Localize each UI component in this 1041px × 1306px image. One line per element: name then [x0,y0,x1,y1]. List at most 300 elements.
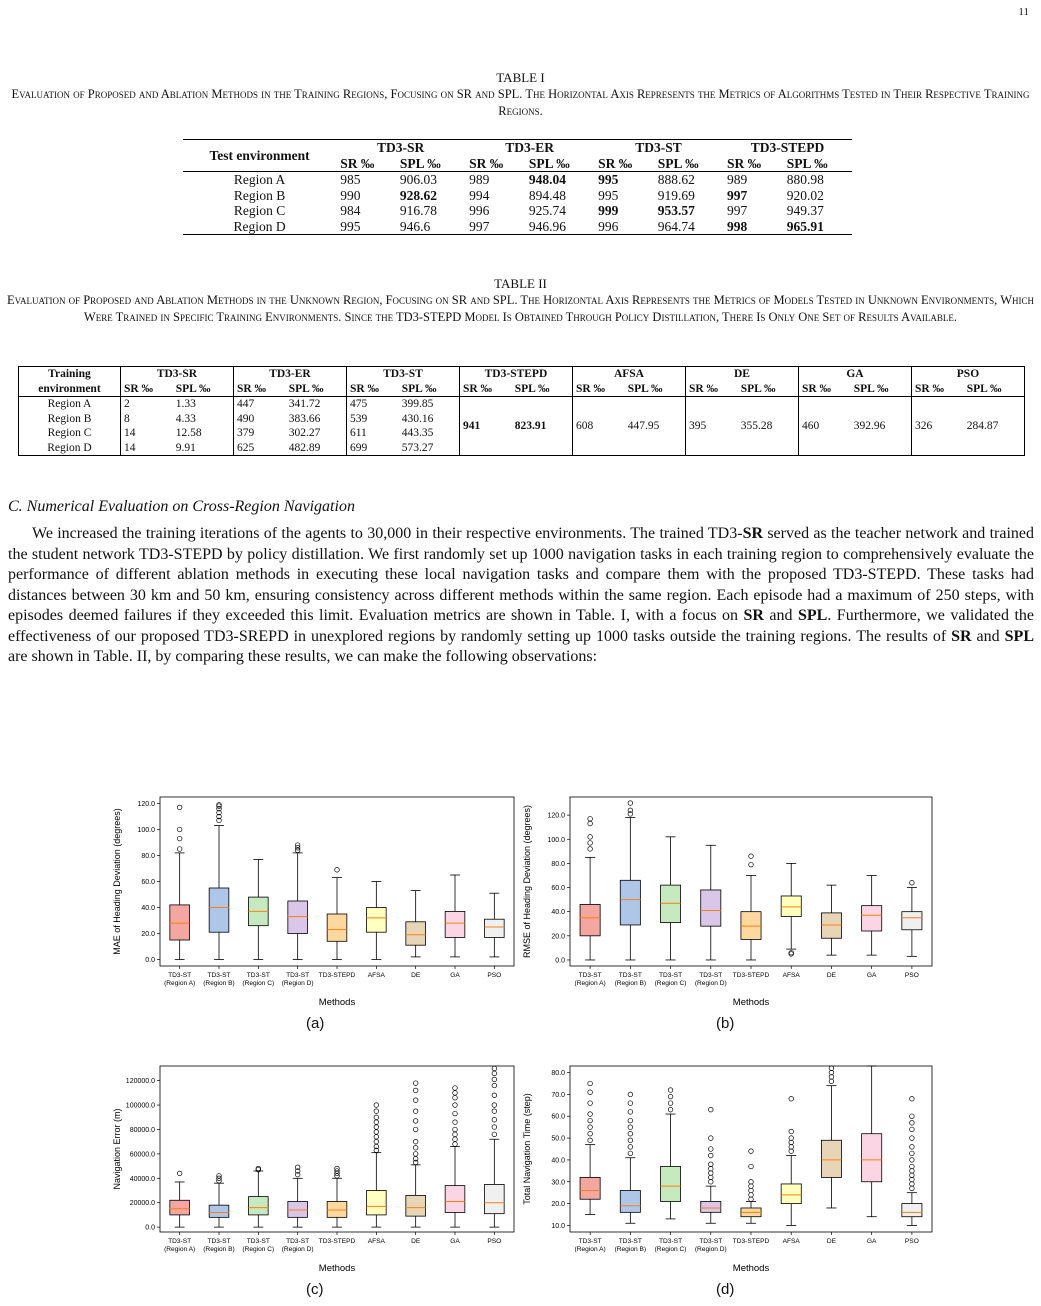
table1-cell: 995 [598,187,619,203]
table2-cell: 699 [346,441,398,456]
outlier-point [335,868,340,873]
table2-subheader: SR ‰ [459,382,511,397]
table2-subheader: SPL ‰ [514,382,550,395]
y-tick-label: 120.0 [547,812,565,820]
table1-method-header: TD3-ER [465,140,594,156]
box-8 [485,1066,505,1227]
table1-subheader: SR ‰ [465,156,525,172]
table1-cell: 916.78 [399,203,437,218]
table2-subheader: SPL ‰ [401,382,437,395]
box-4 [327,868,347,960]
box-0 [580,1081,600,1214]
outlier-point [910,1151,915,1156]
outlier-point [492,1117,497,1122]
x-tick-label: TD3-ST [168,1238,192,1245]
table1-cell: 985 [340,172,361,187]
box-iqr [327,1201,347,1217]
x-tick-label: (Region B) [614,1246,647,1253]
table1-method-header: TD3-ST [594,140,723,156]
x-tick-label: AFSA [367,972,385,979]
y-tick-label: 50.0 [551,1135,565,1143]
table2-cell: 482.89 [288,441,321,454]
outlier-point [789,1096,794,1101]
table2-cell: 302.27 [288,427,321,439]
y-tick-label: 80.0 [141,853,155,860]
x-tick-label: TD3-ST [286,1238,310,1245]
x-tick-label: GA [866,1238,877,1245]
table1-cell: 949.37 [786,203,824,218]
table2-subheader: SPL ‰ [853,382,889,395]
box-iqr [661,1166,681,1201]
table1-method-header: TD3-STEPD [723,140,852,156]
outlier-point [413,1088,418,1093]
table2-method-header: PSO [911,367,1024,382]
table2-cell: 443.35 [401,427,434,439]
x-tick-label: (Region C) [654,980,687,987]
box-1 [209,1174,229,1228]
x-tick-label: TD3-ST [246,1238,270,1245]
y-axis-label: Navigation Error (m) [112,1108,122,1190]
outlier-point [749,854,754,859]
outlier-point [829,1075,834,1080]
outlier-point [910,1158,915,1163]
outlier-point [492,1109,497,1114]
outlier-point [708,1107,713,1112]
outlier-point [177,1171,182,1176]
x-tick-label: TD3-ST [618,972,642,979]
table2-cell: 326 [911,397,963,456]
outlier-point [628,1110,633,1115]
table1-cell: 919.69 [657,187,695,203]
table2-cell: 941 [459,397,511,456]
x-tick-label: PSO [487,972,502,979]
y-axis-label: Total Navigation Time (step) [522,1093,532,1205]
y-tick-label: 60000.0 [129,1151,155,1159]
x-tick-label: TD3-ST [286,972,310,979]
box-1 [620,1092,640,1223]
box-iqr [367,908,387,933]
x-tick-label: (Region B) [203,1246,235,1253]
outlier-point [708,1136,713,1141]
outlier-point [910,1136,915,1141]
box-iqr [209,1205,229,1217]
outlier-point [708,1162,713,1167]
box-8 [485,893,505,957]
section-title: C. Numerical Evaluation on Cross-Region Navigation [8,498,355,515]
outlier-point [668,1094,673,1099]
box-5 [781,863,801,956]
table2-cell: 490 [233,412,285,427]
table2-subheader: SR ‰ [911,382,963,397]
table2-cell: 341.72 [288,398,321,410]
box-iqr [580,904,600,935]
table2-cell: 573.27 [401,441,434,454]
box-iqr [620,880,640,925]
table1-cell: 998 [727,218,748,234]
outlier-point [413,1127,418,1132]
x-tick-label: (Region C) [654,1246,687,1253]
x-tick-label: TD3-ST [207,1238,231,1245]
x-tick-label: (Region A) [164,1246,196,1253]
table1-row [183,188,852,204]
box-iqr [661,885,681,922]
x-tick-label: TD3-STEPD [318,972,356,979]
outlier-point [749,1149,754,1154]
outlier-point [588,1125,593,1130]
y-tick-label: 120.0 [137,801,155,808]
outlier-point [413,1109,418,1114]
table1-cell: 996 [469,203,490,218]
x-tick-label: DE [826,1238,837,1245]
y-axis-label: RMSE of Heading Deviation (degrees) [522,804,532,959]
table2-row-header-2: environment [38,382,101,395]
x-tick-label: (Region B) [614,980,647,987]
table1-cell: 989 [469,172,490,187]
box-5 [367,882,387,960]
box-iqr [327,914,347,941]
outlier-point [374,1120,379,1125]
y-tick-label: 40.0 [551,909,565,917]
table2-cell: 823.91 [514,419,547,432]
table2-method-header: TD3-SR [120,367,233,382]
box-iqr [445,1186,465,1213]
outlier-point [628,1125,633,1130]
box-3 [288,843,308,960]
x-tick-label: TD3-STEPD [732,1238,770,1245]
x-tick-label: TD3-ST [699,1238,723,1245]
paragraph-text: We increased the training iterations of the agents to 30,000 in their respective environments. The trained TD3-SR served as the teacher network and trained the student network TD3-STEPD by policy distillation. We first randomly set up 1000 navigation tasks in each training region to comprehensively evaluate the performance of different ablation methods in executing these local navigation tasks and compare them with the proposed TD3-STEPD. These tasks had distances between 30 km and 50 km, ensuring consistency across different methods within the same region. Each episode had a maximum of 250 steps, with episodes deemed failures if they exceeded this limit. Evaluation metrics are shown in Table. I, with a focus on SR and SPL. Furthermore, we validated the effectiveness of our proposed TD3-SREPD in unexplored regions by randomly setting up 1000 tasks outside the training regions. The results of SR and SPL are shown in Table. II, by comparing these results, we can make the following observations: [8,525,1035,665]
table2-cell: 8 [120,412,172,427]
table2-method-header: DE [685,367,798,382]
table2-subheader: SR ‰ [233,382,285,397]
y-tick-label: 60.0 [551,1113,565,1121]
outlier-point [453,1086,458,1091]
outlier-point [413,1098,418,1103]
outlier-point [374,1125,379,1130]
table1-cell: 946.6 [399,218,431,234]
body-paragraph [8,524,1034,668]
table2-subheader: SPL ‰ [288,382,324,395]
outlier-point [829,1066,834,1071]
outlier-point [588,1131,593,1136]
outlier-point [628,1131,633,1136]
x-tick-label: GA [866,972,877,979]
box-iqr [485,919,505,937]
outlier-point [789,1149,794,1154]
box-3 [701,1107,721,1223]
outlier-point [177,805,182,810]
outlier-point [628,1101,633,1106]
table1-cell: 994 [469,187,490,203]
outlier-point [374,1103,379,1108]
outlier-point [708,1166,713,1171]
outlier-point [492,1103,497,1108]
table2-cell: 2 [120,397,172,412]
outlier-point [492,1093,497,1098]
table2-cell: 383.66 [288,412,321,425]
outlier-point [749,1193,754,1198]
y-tick-label: 20000.0 [129,1200,155,1208]
outlier-point [628,1092,633,1097]
outlier-point [749,1184,754,1189]
x-tick-label: DE [826,972,837,979]
table1-cell: 880.98 [786,172,824,187]
table1-caption: Evaluation of Proposed and Ablation Methods in the Training Regions, Focusing on SR and SPL. The Horizontal Axis Represents the Metrics of Algorithms Tested in Their Respective Training Regions. [11,87,1030,118]
outlier-point [453,1142,458,1147]
outlier-point [374,1130,379,1135]
outlier-point [453,1132,458,1137]
x-tick-label: TD3-ST [207,972,231,979]
box-2 [249,859,269,959]
table1-env-cell: Region C [233,203,286,218]
y-tick-label: 100000.0 [125,1102,155,1110]
x-tick-label: TD3-ST [618,1238,642,1245]
x-tick-label: (Region C) [242,1246,275,1253]
box-8 [902,1096,922,1225]
box-4 [741,854,761,960]
table2-cell: 430.16 [401,412,434,425]
outlier-point [910,1177,915,1182]
table1-env-cell: Region D [233,218,286,234]
box-iqr [781,896,801,917]
table2-cell: 399.85 [401,398,434,410]
table1-cell: 984 [340,203,361,218]
x-tick-label: (Region D) [281,980,314,987]
x-tick-label: (Region A) [574,1246,606,1253]
box-iqr [445,911,465,937]
outlier-point [453,1111,458,1116]
box-iqr [821,913,841,938]
x-tick-label: (Region D) [281,1246,314,1253]
outlier-point [453,1120,458,1125]
outlier-point [910,1164,915,1169]
table1-label: TABLE I [496,70,545,85]
x-tick-label: TD3-ST [246,972,270,979]
box-iqr [902,912,922,930]
table1-caption-block [0,69,1041,120]
box-7 [445,1086,465,1227]
outlier-point [374,1134,379,1139]
outlier-point [628,801,633,806]
outlier-point [668,1088,673,1093]
table2-subheader: SR ‰ [346,382,398,397]
table1-subheader: SPL ‰ [783,156,852,172]
outlier-point [789,1140,794,1145]
table1-row [183,172,852,188]
box-iqr [862,1134,882,1182]
x-tick-label: DE [411,972,421,979]
table1-cell: 953.57 [657,203,695,218]
box-3 [701,845,721,960]
outlier-point [910,1145,915,1150]
x-tick-label: TD3-ST [659,972,683,979]
box-iqr [902,1204,922,1217]
table1-subheader: SPL ‰ [525,156,594,172]
outlier-point [453,1127,458,1132]
table1-cell: 997 [727,203,748,218]
table1-subheader: SPL ‰ [396,156,465,172]
table1-row [183,203,852,219]
y-tick-label: 100.0 [137,827,155,834]
boxplot-c [108,1062,520,1274]
x-axis-label: Methods [732,1263,770,1274]
y-tick-label: 0.0 [555,957,565,965]
table2-cell: 395 [685,397,737,456]
table2-cell: 539 [346,412,398,427]
outlier-point [492,1077,497,1082]
outlier-point [708,1171,713,1176]
box-iqr [701,890,721,926]
table1-cell: 948.04 [528,172,566,187]
x-tick-label: PSO [904,972,919,979]
outlier-point [910,880,915,885]
box-1 [620,801,640,960]
box-1 [209,803,229,960]
table1-method-header: TD3-SR [336,140,465,156]
x-tick-label: (Region D) [694,1246,727,1253]
x-tick-label: GA [450,972,460,979]
table2-cell: 4.33 [175,412,196,425]
table2-cell: 447 [233,397,285,412]
outlier-point [910,1173,915,1178]
boxplot-a [108,793,520,1008]
x-tick-label: TD3-ST [699,972,723,979]
outlier-point [588,1112,593,1117]
box-iqr [209,888,229,932]
y-tick-label: 10.0 [551,1222,565,1230]
outlier-point [588,1101,593,1106]
table2-method-header: AFSA [572,367,685,382]
outlier-point [708,1179,713,1184]
outlier-point [829,1079,834,1084]
x-tick-label: GA [450,1238,460,1245]
boxplot-d [518,1062,938,1274]
x-tick-label: PSO [904,1238,919,1245]
table1-cell: 995 [340,218,361,234]
box-iqr [485,1184,505,1213]
table1-subheader: SR ‰ [336,156,396,172]
table2-cell: 447.95 [627,419,660,432]
box-6 [821,1066,841,1208]
table1-subheader: SR ‰ [723,156,783,172]
box-iqr [781,1184,801,1204]
x-tick-label: (Region B) [203,980,235,987]
outlier-point [374,1115,379,1120]
box-4 [741,1149,761,1223]
outlier-point [453,1095,458,1100]
table2-method-header: TD3-ER [233,367,346,382]
box-7 [862,1066,882,1217]
x-tick-label: TD3-ST [578,972,602,979]
box-iqr [367,1191,387,1215]
box-iqr [862,906,882,931]
subfig-label-b: (b) [716,1015,735,1032]
subfig-label-c: (c) [306,1281,324,1298]
subfig-label-d: (d) [716,1281,735,1298]
table1-cell: 999 [598,203,619,218]
outlier-point [910,1186,915,1191]
outlier-point [492,1071,497,1076]
x-tick-label: TD3-STEPD [318,1238,356,1245]
outlier-point [413,1152,418,1157]
x-tick-label: (Region A) [164,980,196,987]
outlier-point [708,1147,713,1152]
box-iqr [580,1177,600,1199]
table1-cell: 928.62 [399,187,437,203]
outlier-point [749,1188,754,1193]
box-iqr [288,1201,308,1217]
table2-caption-block [0,275,1041,326]
box-8 [902,880,922,956]
box-4 [327,1166,347,1227]
outlier-point [628,1145,633,1150]
y-tick-label: 40000.0 [129,1175,155,1183]
outlier-point [492,1083,497,1088]
table1-cell: 964.74 [657,218,695,234]
table1-env-cell: Region B [233,187,286,203]
box-iqr [406,922,426,945]
table1-cell: 996 [598,218,619,234]
box-2 [249,1166,269,1227]
outlier-point [708,1175,713,1180]
table2-cell: 14 [120,426,172,441]
table2-cell: 392.96 [853,419,886,432]
outlier-point [413,1145,418,1150]
table2-method-header: TD3-STEPD [459,367,572,382]
outlier-point [588,835,593,840]
table2-method-header: TD3-ST [346,367,459,382]
table1-cell: 995 [598,172,619,187]
box-0 [580,816,600,960]
table2-cell: 611 [346,426,398,441]
outlier-point [492,1125,497,1130]
y-tick-label: 80000.0 [129,1126,155,1134]
table2-subheader: SR ‰ [572,382,624,397]
outlier-point [749,1197,754,1202]
box-5 [367,1103,387,1227]
outlier-point [749,1164,754,1169]
y-tick-label: 80.0 [551,1070,565,1078]
table2-subheader: SPL ‰ [175,382,211,395]
outlier-point [492,1132,497,1137]
outlier-point [588,1118,593,1123]
table1-row [183,219,852,235]
box-6 [406,1081,426,1227]
outlier-point [910,1096,915,1101]
outlier-point [588,847,593,852]
outlier-point [413,1081,418,1086]
outlier-point [910,1169,915,1174]
table2-cell: 9.91 [175,441,196,454]
outlier-point [789,1136,794,1141]
y-tick-label: 40.0 [551,1157,565,1165]
outlier-point [628,1138,633,1143]
table2-env-cell: Region C [47,427,92,439]
box-iqr [620,1191,640,1213]
x-tick-label: (Region D) [694,980,727,987]
table1-cell: 888.62 [657,172,695,187]
box-iqr [288,901,308,934]
outlier-point [588,1090,593,1095]
table2-method-header: GA [798,367,911,382]
x-tick-label: TD3-ST [578,1238,602,1245]
x-tick-label: TD3-ST [168,972,192,979]
y-tick-label: 60.0 [141,879,155,886]
box-iqr [741,912,761,940]
y-axis-label: MAE of Heading Deviation (degrees) [112,808,122,955]
table1-cell: 925.74 [528,203,566,218]
outlier-point [374,1139,379,1144]
